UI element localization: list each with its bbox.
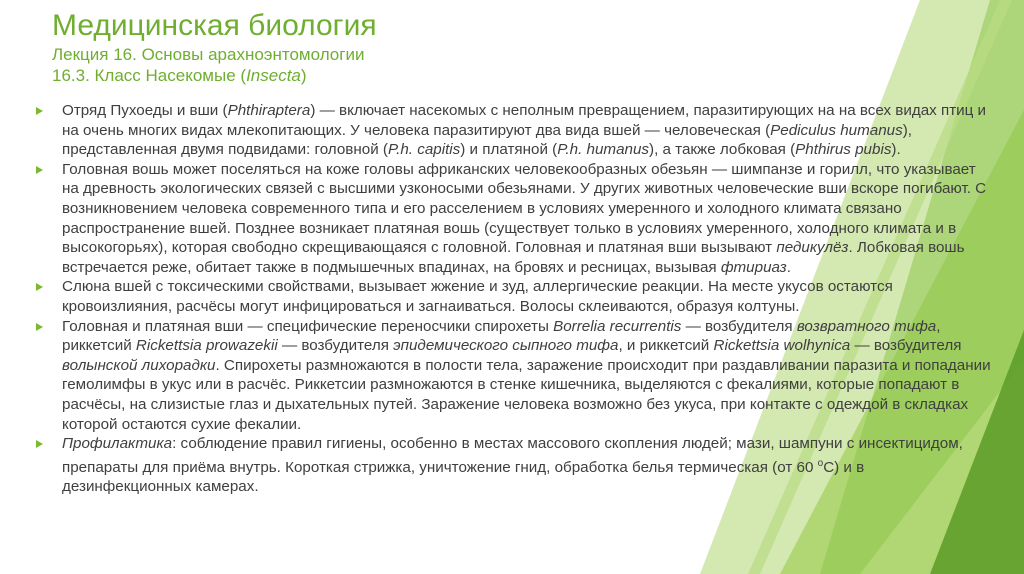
bullet-text-italic: Pediculus humanus xyxy=(770,121,903,139)
bullet-arrow-icon xyxy=(36,166,43,174)
bullet-text: Отряд Пухоеды и вши ( xyxy=(62,102,228,119)
bullet-item xyxy=(34,160,996,278)
bullet-arrow-icon xyxy=(36,440,43,448)
section-subtitle xyxy=(52,65,752,86)
bullet-text: , риккетсий xyxy=(62,317,941,355)
bullet-text: . Лобковая вошь встречается реже, обитает также в подмышечных впадинах, на бровях и ресницах, вызывая xyxy=(62,239,965,276)
bullet-text-italic: Rickettsia wolhynica xyxy=(713,337,851,355)
bullet-text: С) и в дезинфекционных камерах. xyxy=(62,458,865,496)
section-subtitle-latin: Insecta xyxy=(246,66,301,85)
bullet-text-italic: Phthiraptera xyxy=(227,102,311,119)
bullet-text: ) и платяной ( xyxy=(460,141,558,159)
slide-title: Медицинская биология xyxy=(52,9,377,42)
bullet-text-italic: Профилактика xyxy=(62,435,173,453)
bullet-text-italic: P.h. humanus xyxy=(557,141,650,159)
bullet-item xyxy=(34,434,996,497)
bullet-list xyxy=(34,101,996,497)
bullet-text-italic: фтириаз xyxy=(720,258,787,276)
bullet-text: . Спирохеты размножаются в полости тела, заражение происходит при раздавливании паразита и попадании гемолимфы в укус или в расчёс. Риккетсии размножаются в стенке кишечника, выделяются с фекалиями, которые попадают в расчёсы, на слизистые глаз и дыхательных путей. Заражение человека возможно без укуса, при контакте с одеждой в складках которой остаются сухие фекалии. xyxy=(62,356,991,433)
bullet-text: ) — включает насекомых с неполным превращением, паразитирующих на на всех видах птиц и на очень многих видах млекопитающих. У человека паразитируют два вида вшей — человеческая ( xyxy=(62,102,987,139)
bullet-item xyxy=(34,317,996,435)
bullet-text-italic: эпидемического сыпного тифа xyxy=(393,337,619,355)
section-subtitle-suffix: ) xyxy=(300,66,307,85)
bullet-text-italic: педикулёз xyxy=(776,239,849,257)
bullet-text-italic: Phthirus pubis xyxy=(795,141,892,159)
bullet-text-italic: волынской лихорадки xyxy=(62,356,216,374)
bullet-text-italic: Rickettsia prowazekii xyxy=(135,337,278,355)
bullet-text: — возбудителя xyxy=(681,317,797,335)
section-subtitle-prefix: 16.3. Класс Насекомые ( xyxy=(52,66,247,85)
bullet-text: Слюна вшей с токсическими свойствами, вызывает жжение и зуд, аллергические реакции. На месте укусов остаются кровоизлияния, расчёсы могут инфицироваться и загнаиваться. Волосы склеиваются, образуя колтуны. xyxy=(62,278,893,315)
bullet-text-italic: возвратного тифа xyxy=(796,317,937,335)
bullet-text: . xyxy=(786,258,791,276)
bullet-text: Головная вошь может поселяться на коже головы африканских человекообразных обезьян — шимпанзе и горилл, что указывает на древность экологических связей с высшими узконосыми обезьянами. У других животных человеческие вши вскоре погибают. С возникновением человека современного типа и его расселением в условиях умеренного и холодного климата связано распространение вшей. Позднее возникает платяная вошь (существует только в условиях умеренного, холодного климата и в высокогорьях), которая свободно скрещивающаяся с головной. Головная и платяная вши вызывают xyxy=(62,160,987,257)
bullet-text-italic: P.h. capitis xyxy=(387,141,461,159)
bullet-superscript: о xyxy=(817,457,824,469)
bullet-item xyxy=(34,101,996,160)
bullet-text: Головная и платяная вши — специфические переносчики спирохеты xyxy=(62,317,554,335)
bullet-item xyxy=(34,277,996,316)
bullet-text: — возбудителя xyxy=(850,337,962,355)
bullet-text: , и риккетсий xyxy=(618,337,714,355)
lecture-subtitle: Лекция 16. Основы арахноэнтомологии xyxy=(52,45,365,64)
bullet-arrow-icon xyxy=(36,323,43,331)
title-block xyxy=(52,8,752,86)
bullet-text: ), представленная двумя подвидами: головной ( xyxy=(62,121,912,159)
bullet-arrow-icon xyxy=(36,283,43,291)
bullet-text-italic: Borrelia recurrentis xyxy=(553,317,682,335)
bullet-text: : соблюдение правил гигиены, особенно в местах массового скопления людей; мази, шампуни с инсектицидом, препараты для приёма внутрь. Короткая стрижка, уничтожение гнид, обработка белья термическая (от 60 xyxy=(62,435,963,476)
bullet-text: — возбудителя xyxy=(277,337,394,355)
bullet-arrow-icon xyxy=(36,107,43,115)
bullet-text: ). xyxy=(891,141,901,159)
bullet-text: ), а также лобковая ( xyxy=(649,141,796,159)
